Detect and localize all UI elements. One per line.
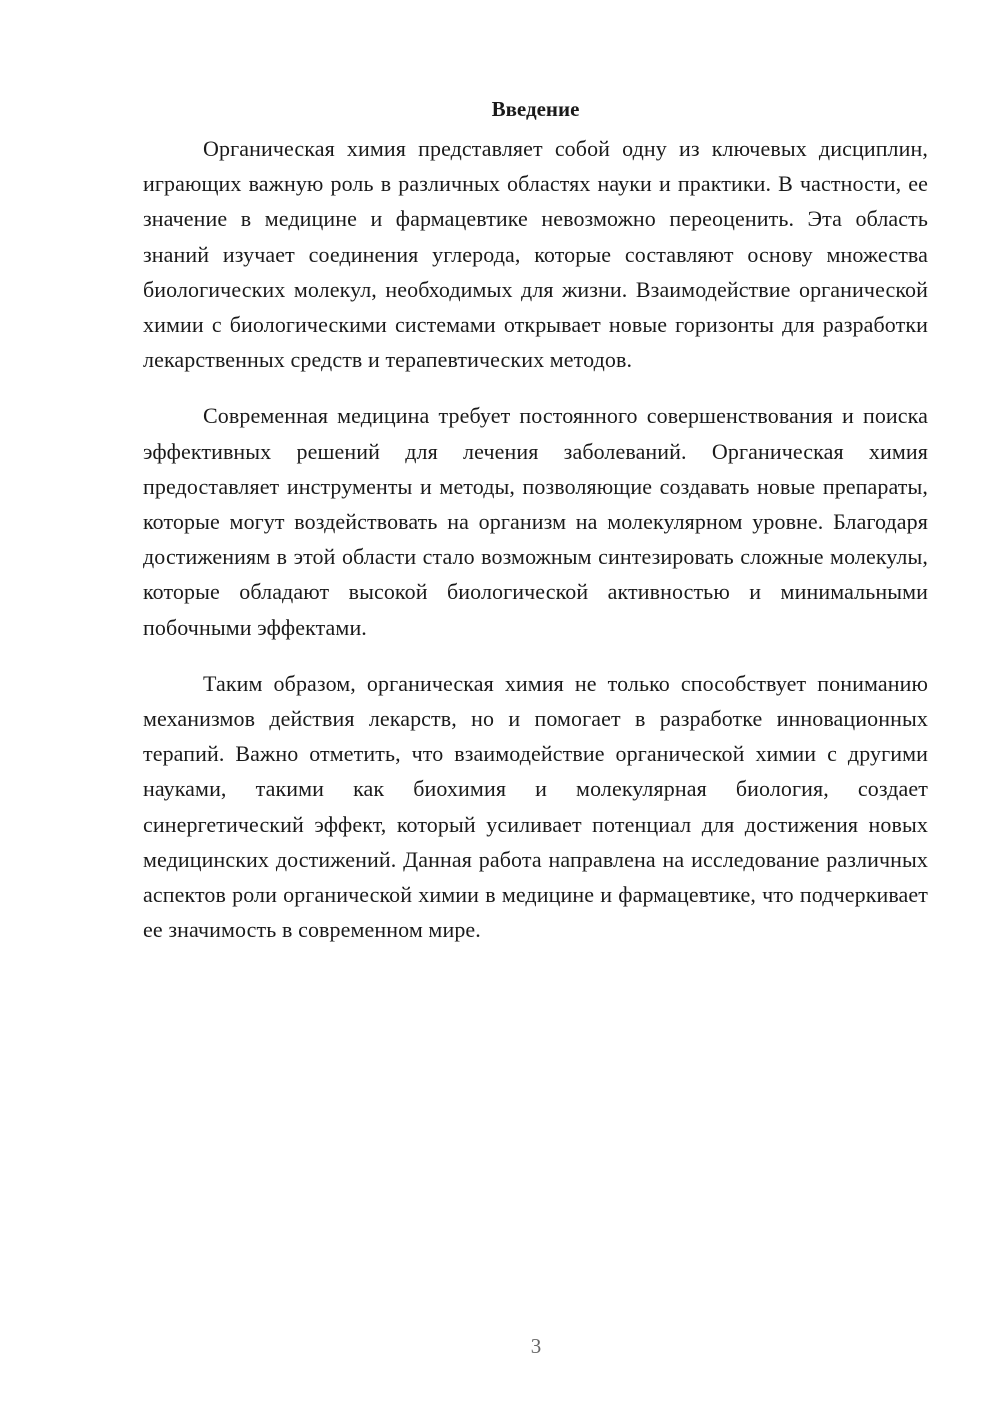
- paragraph-2: Современная медицина требует постоянного совершенствования и поиска эффективных решений для лечения заболеваний. Органическая химия предоставляет инструменты и методы, позволяющие создавать новые препараты, которые могут воздействовать на организм на молекулярном уровне. Благодаря достижениям в этой области стало возможным синтезировать сложные молекулы, которые обладают высокой биологической активностью и минимальными побочными эффектами.: [143, 403, 928, 640]
- section-heading: Введение: [491, 97, 580, 121]
- page-content: [143, 92, 928, 968]
- page-number: 3: [530, 1334, 542, 1358]
- paragraph-1: Органическая химия представляет собой одну из ключевых дисциплин, играющих важную роль в различных областях науки и практики. В частности, ее значение в медицине и фармацевтике невозможно переоценить. Эта область знаний изучает соединения углерода, которые составляют основу множества биологических молекул, необходимых для жизни. Взаимодействие органической химии с биологическими системами открывает новые горизонты для разработки лекарственных средств и терапевтических методов.: [143, 136, 928, 373]
- paragraph-3: Таким образом, органическая химия не только способствует пониманию механизмов действия лекарств, но и помогает в разработке инновационных терапий. Важно отметить, что взаимодействие органической химии с другими науками, такими как биохимия и молекулярная биология, создает синергетический эффект, который усиливает потенциал для достижения новых медицинских достижений. Данная работа направлена на исследование различных аспектов роли органической химии в медицине и фармацевтике, что подчеркивает ее значимость в современном мире.: [143, 670, 928, 943]
